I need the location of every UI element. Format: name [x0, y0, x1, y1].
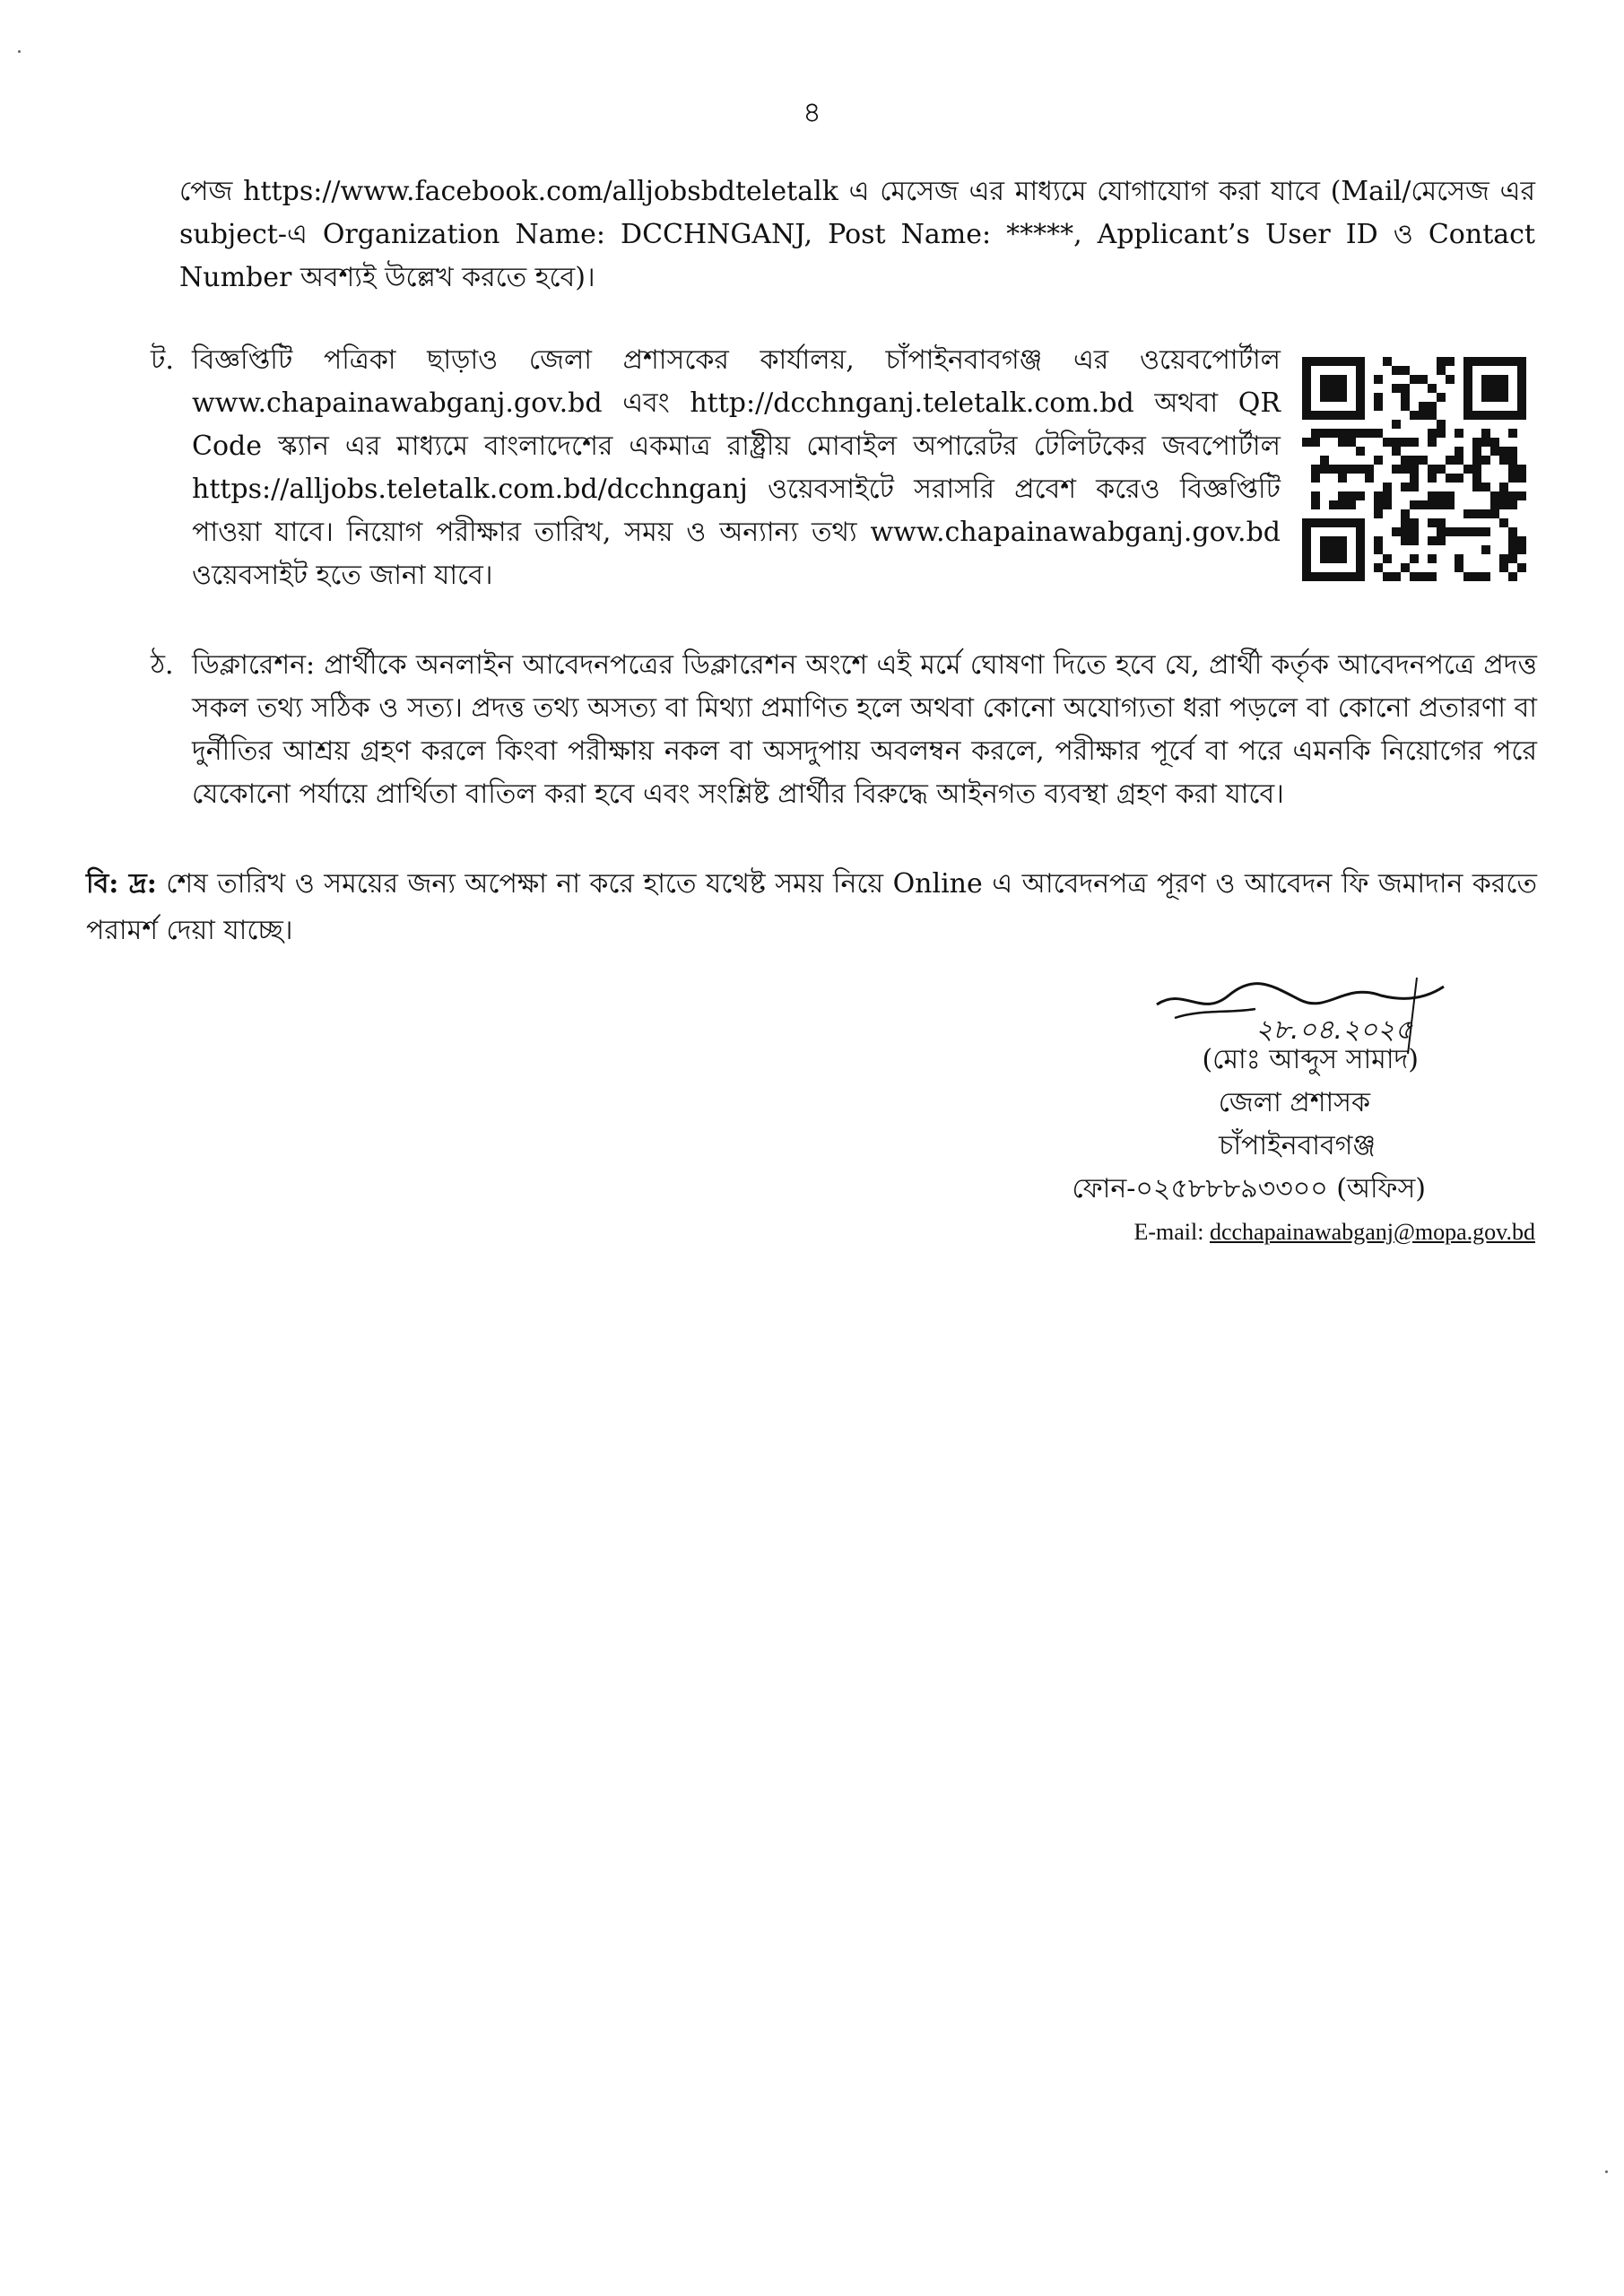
signatory-district: চাঁপাইনবাবগঞ্জ	[1219, 1130, 1376, 1161]
signatory-phone: ফোন-০২৫৮৮৮৯৩৩০০ (অফিস)	[1072, 1173, 1426, 1205]
clause-ta-marker: ট.	[151, 344, 174, 376]
clause-tha-marker: ঠ.	[151, 649, 174, 681]
footnote-text: শেষ তারিখ ও সময়ের জন্য অপেক্ষা না করে হাতে যথেষ্ট সময় নিয়ে Online এ আবেদনপত্র পূরণ ও আবেদন ফি জমাদান করতে পরামর্শ দেয়া যাচ্ছে।	[86, 868, 1537, 946]
footnote	[86, 861, 1537, 954]
scan-artifact	[18, 50, 21, 53]
signature-block	[1004, 969, 1542, 1245]
page-number: ৪	[803, 95, 821, 129]
qr-code-icon	[1302, 357, 1526, 581]
clause-ta-text: বিজ্ঞপ্তিটি পত্রিকা ছাড়াও জেলা প্রশাসকের কার্যালয়, চাঁপাইনবাবগঞ্জ এর ওয়েবপোর্টাল www.chapainawabganj.gov.bd এবং http://dcchnganj.teletalk.com.bd অথবা QR Code স্ক্যান এর মাধ্যমে বাংলাদেশের একমাত্র রাষ্ট্রীয় মোবাইল অপারেটর টেলিটকের জবপোর্টাল https://alljobs.teletalk.com.bd/dcchnganj ওয়েবসাইটে সরাসরি প্রবেশ করেও বিজ্ঞপ্তিটি পাওয়া যাবে। নিয়োগ পরীক্ষার তারিখ, সময় ও অন্যান্য তথ্য www.chapainawabganj.gov.bd ওয়েবসাইট হতে জানা যাবে।	[192, 344, 1281, 591]
email-label: E-mail:	[1133, 1219, 1204, 1245]
signatory-title: জেলা প্রশাসক	[1218, 1087, 1370, 1118]
clause-tha-text: ডিক্লারেশন: প্রার্থীকে অনলাইন আবেদনপত্রের ডিক্লারেশন অংশে এই মর্মে ঘোষণা দিতে হবে যে, প্রার্থী কর্তৃক আবেদনপত্রে প্রদত্ত সকল তথ্য সঠিক ও সত্য। প্রদত্ত তথ্য অসত্য বা মিথ্যা প্রমাণিত হলে অথবা কোনো অযোগ্যতা ধরা পড়লে বা কোনো প্রতারণা বা দুর্নীতির আশ্রয় গ্রহণ করলে কিংবা পরীক্ষায় নকল বা অসদুপায় অবলম্বন করলে, পরীক্ষার পূর্বে বা পরে এমনকি নিয়োগের পরে যেকোনো পর্যায়ে প্রার্থিতা বাতিল করা হবে এবং সংশ্লিষ্ট প্রার্থীর বিরুদ্ধে আইনগত ব্যবস্থা গ্রহণ করা যাবে।	[192, 649, 1537, 810]
footnote-label: বি: দ্র:	[86, 868, 157, 900]
scan-artifact	[1605, 2170, 1608, 2173]
contact-paragraph-text: পেজ https://www.facebook.com/alljobsbdteletalk এ মেসেজ এর মাধ্যমে যোগাযোগ করা যাবে (Mail/মেসেজ এর subject-এ Organization Name: DCCHNGANJ, Post Name: *****, Applicant’s User ID ও Contact Number অবশ্যই উল্লেখ করতে হবে)।	[179, 176, 1535, 293]
signatory-name: (মোঃ আব্দুস সামাদ)	[1202, 1044, 1419, 1075]
signature-date: ২৮.০৪.২০২৫	[1255, 1014, 1413, 1046]
qr-code-graphic	[1302, 357, 1526, 581]
contact-paragraph	[179, 170, 1535, 300]
signatory-email	[1133, 1213, 1535, 1252]
email-address[interactable]: dcchapainawabganj@mopa.gov.bd	[1209, 1219, 1535, 1245]
